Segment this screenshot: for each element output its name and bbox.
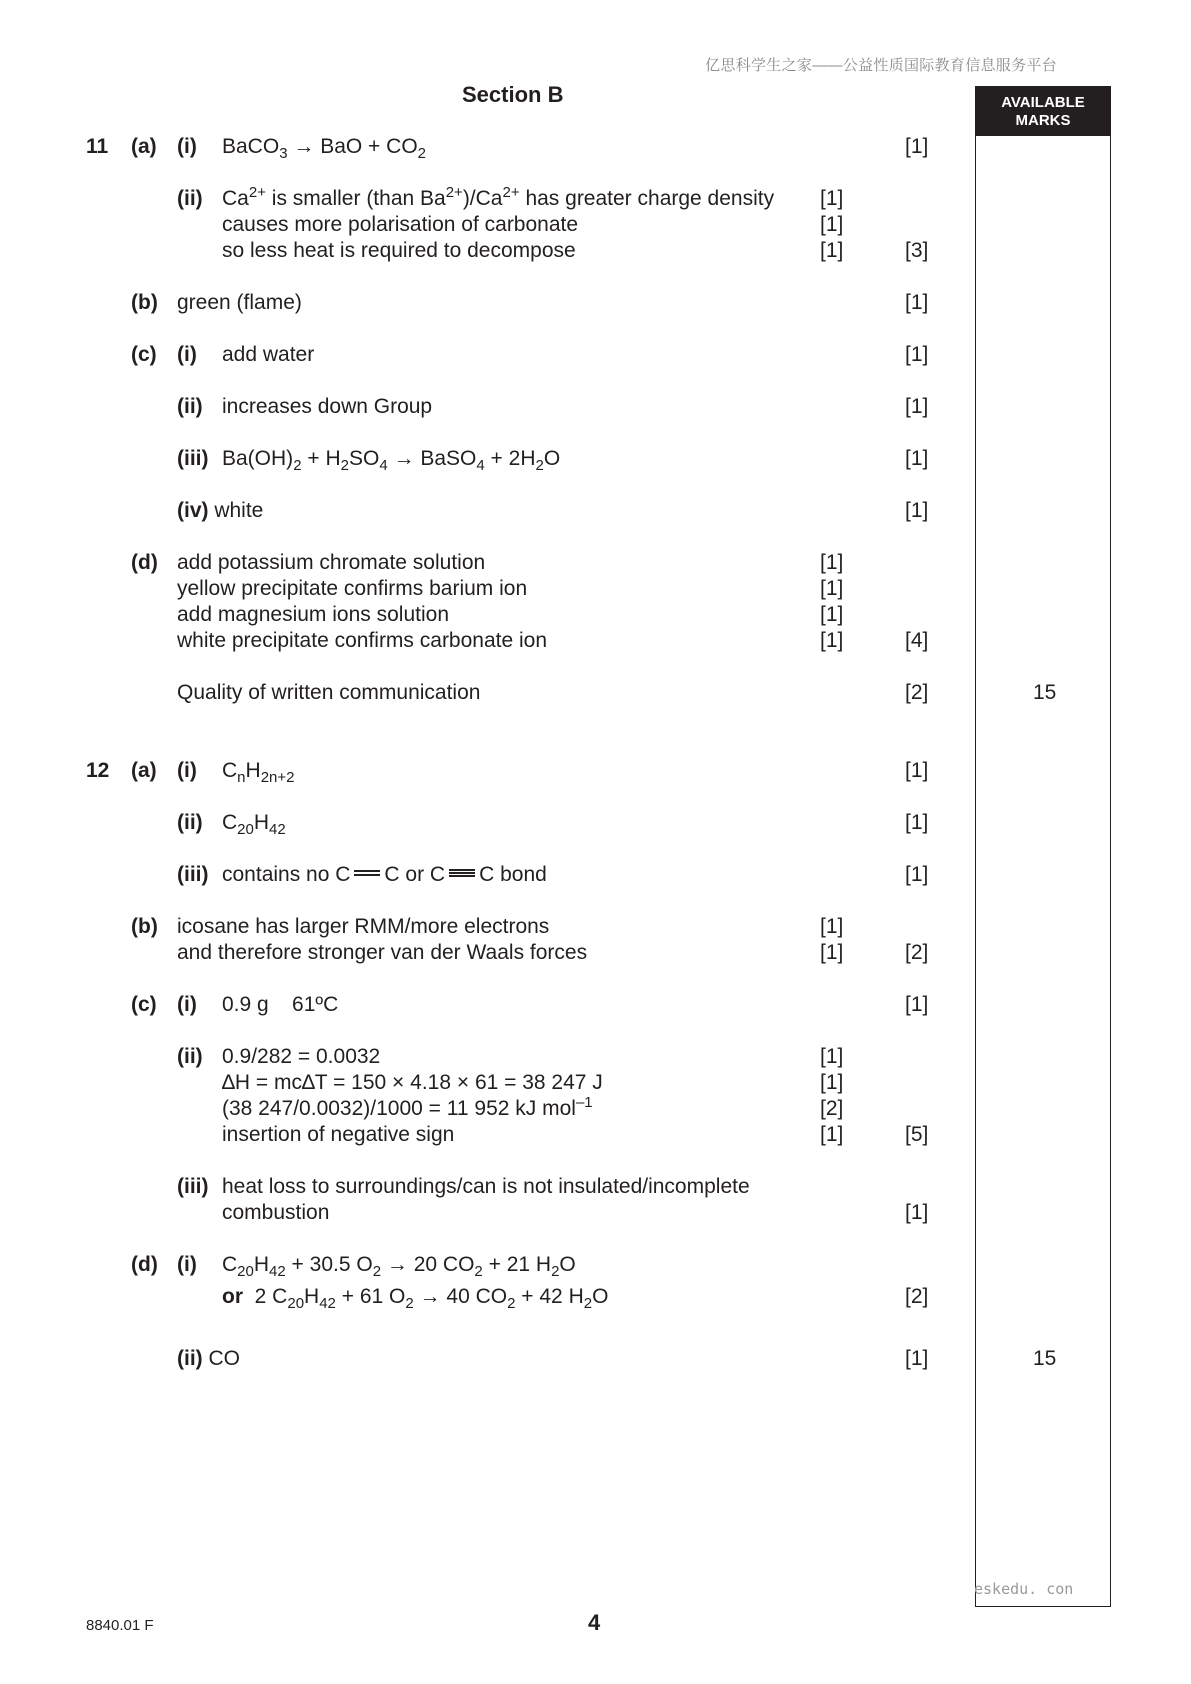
q11-a-ii-line3: so less heat is required to decompose bbox=[222, 239, 576, 262]
question-number: 12 bbox=[86, 759, 110, 782]
q12-a-iii-text: contains no C C or C C bond bbox=[222, 863, 547, 886]
mark: [1] bbox=[905, 499, 929, 522]
q11-a-i-equation: BaCO$_3$ → BaO + $CO_2$ bbox=[222, 135, 426, 162]
q11-c-ii-text: increases down Group bbox=[222, 395, 433, 418]
mark: [1] bbox=[905, 343, 929, 366]
mark: [1] bbox=[820, 239, 844, 262]
q12-d-i-equation1: $C_{20}H_{42} + 30.5$ $O_2 \to 20$ $CO_2 + 21$ $H_2O$ bbox=[222, 1253, 576, 1280]
subpart-label: (i) bbox=[177, 1253, 197, 1276]
available-marks-header-line2: MARKS bbox=[1015, 112, 1071, 129]
subpart-label: (iii) bbox=[177, 447, 209, 470]
q12-d-ii-content bbox=[177, 1346, 240, 1372]
q11-c-iv-content bbox=[177, 498, 263, 524]
q11-d-line: add potassium chromate solution bbox=[177, 551, 486, 574]
q12-a-i-formula: $C_nH_{2n+2}$ bbox=[222, 759, 295, 786]
q11-d-line: add magnesium ions solution bbox=[177, 603, 449, 626]
part-label: (b) bbox=[131, 291, 158, 314]
subpart-label: (i) bbox=[177, 993, 197, 1016]
subpart-label: (ii) bbox=[177, 187, 203, 210]
mark: [1] bbox=[905, 759, 929, 782]
q11-d-line: yellow precipitate confirms barium ion bbox=[177, 577, 528, 600]
q11-c-i-text: add water bbox=[222, 343, 315, 366]
part-label: (a) bbox=[131, 759, 157, 782]
q12-c-i-text: 0.9 g 61ºC bbox=[222, 993, 339, 1016]
mark: [1] bbox=[820, 1123, 844, 1146]
mark-total: [3] bbox=[905, 239, 929, 262]
q11-c-iii-equation: $Ba(OH)_2 + H_2SO_4$ → BaSO$_4$ + $2H_2O$ bbox=[222, 447, 561, 474]
mark: [1] bbox=[905, 135, 929, 158]
mark: [1] bbox=[905, 1201, 929, 1224]
q11-a-ii-line2: causes more polarisation of carbonate bbox=[222, 213, 579, 236]
subpart-label: (ii) bbox=[177, 811, 203, 834]
mark: [2] bbox=[905, 1285, 929, 1308]
subpart-label: (iii) bbox=[177, 1175, 209, 1198]
q12-b-line: and therefore stronger van der Waals forces bbox=[177, 941, 588, 964]
q11-c-iv-text: white bbox=[208, 499, 264, 522]
part-label: (c) bbox=[131, 993, 157, 1016]
mark: [1] bbox=[820, 915, 844, 938]
mark-total: [4] bbox=[905, 629, 929, 652]
mark: [1] bbox=[905, 863, 929, 886]
subpart-label: (i) bbox=[177, 343, 197, 366]
watermark-footer: eskedu. con bbox=[974, 1580, 1074, 1598]
qwc-text: Quality of written communication bbox=[177, 681, 481, 704]
available-marks-total: 15 bbox=[1033, 1347, 1057, 1370]
q12-d-ii-text: CO bbox=[202, 1347, 240, 1370]
mark-total: [2] bbox=[905, 941, 929, 964]
mark: [1] bbox=[905, 1347, 929, 1370]
q12-c-ii-line: 0.9/282 = 0.0032 bbox=[222, 1045, 381, 1068]
page-number: 4 bbox=[588, 1610, 601, 1635]
q12-a-ii-formula: $C_{20}H_{42}$ bbox=[222, 811, 286, 838]
mark: [1] bbox=[820, 629, 844, 652]
subpart-label: (iv) bbox=[177, 499, 209, 522]
mark: [2] bbox=[820, 1097, 844, 1120]
q12-c-iii-line: heat loss to surroundings/can is not insulated/incomplete bbox=[222, 1175, 750, 1198]
q12-c-ii-line3: (38 247/0.0032)/1000 = 11 952 kJ mol$^{-1}$ bbox=[222, 1094, 593, 1120]
mark: [1] bbox=[905, 395, 929, 418]
q11-b-text: green (flame) bbox=[177, 291, 302, 314]
mark: [1] bbox=[820, 941, 844, 964]
mark: [1] bbox=[820, 1071, 844, 1094]
triple-bond-icon bbox=[449, 868, 475, 878]
paper-code: 8840.01 F bbox=[86, 1617, 154, 1634]
mark: [1] bbox=[905, 811, 929, 834]
subpart-label: (ii) bbox=[177, 1347, 203, 1370]
question-number: 11 bbox=[86, 135, 109, 158]
double-bond-icon bbox=[354, 868, 380, 878]
available-marks-column bbox=[975, 86, 1111, 1607]
mark: [1] bbox=[820, 213, 844, 236]
part-label: (b) bbox=[131, 915, 158, 938]
part-label: (a) bbox=[131, 135, 157, 158]
watermark-header: 亿思科学生之家——公益性质国际教育信息服务平台 bbox=[705, 57, 1057, 74]
subpart-label: (ii) bbox=[177, 395, 203, 418]
available-marks-header bbox=[976, 87, 1110, 136]
subpart-label: (i) bbox=[177, 759, 197, 782]
mark: [1] bbox=[905, 447, 929, 470]
part-label: (d) bbox=[131, 1253, 158, 1276]
q12-b-line: icosane has larger RMM/more electrons bbox=[177, 915, 550, 938]
q12-c-iii-line: combustion bbox=[222, 1201, 330, 1224]
mark: [1] bbox=[820, 551, 844, 574]
subpart-label: (i) bbox=[177, 135, 197, 158]
q12-c-ii-line: ∆H = mc∆T = 150 × 4.18 × 61 = 38 247 J bbox=[222, 1071, 603, 1094]
mark: [1] bbox=[905, 993, 929, 1016]
q12-d-i-equation2: or 2 $C_{20}H_{42} + 61$ $O_2 \to 40$ $CO_2 + 42$ $H_2O$ bbox=[222, 1285, 609, 1312]
mark-total: [5] bbox=[905, 1123, 929, 1146]
mark: [1] bbox=[820, 1045, 844, 1068]
mark: [1] bbox=[820, 187, 844, 210]
mark: [1] bbox=[820, 577, 844, 600]
subpart-label: (iii) bbox=[177, 863, 209, 886]
q11-a-ii-line1: $Ca^{2+}$ is smaller (than $Ba^{2+})/Ca^{2+}$ has greater charge density bbox=[222, 184, 775, 210]
mark: [1] bbox=[820, 603, 844, 626]
part-label: (d) bbox=[131, 551, 158, 574]
q12-c-ii-line: insertion of negative sign bbox=[222, 1123, 455, 1146]
q11-d-line: white precipitate confirms carbonate ion bbox=[177, 629, 548, 652]
available-marks-header-line1: AVAILABLE bbox=[1001, 94, 1085, 111]
part-label: (c) bbox=[131, 343, 157, 366]
mark: [2] bbox=[905, 681, 929, 704]
available-marks-total: 15 bbox=[1033, 681, 1057, 704]
mark: [1] bbox=[905, 291, 929, 314]
subpart-label: (ii) bbox=[177, 1045, 203, 1068]
section-title: Section B bbox=[462, 82, 564, 107]
